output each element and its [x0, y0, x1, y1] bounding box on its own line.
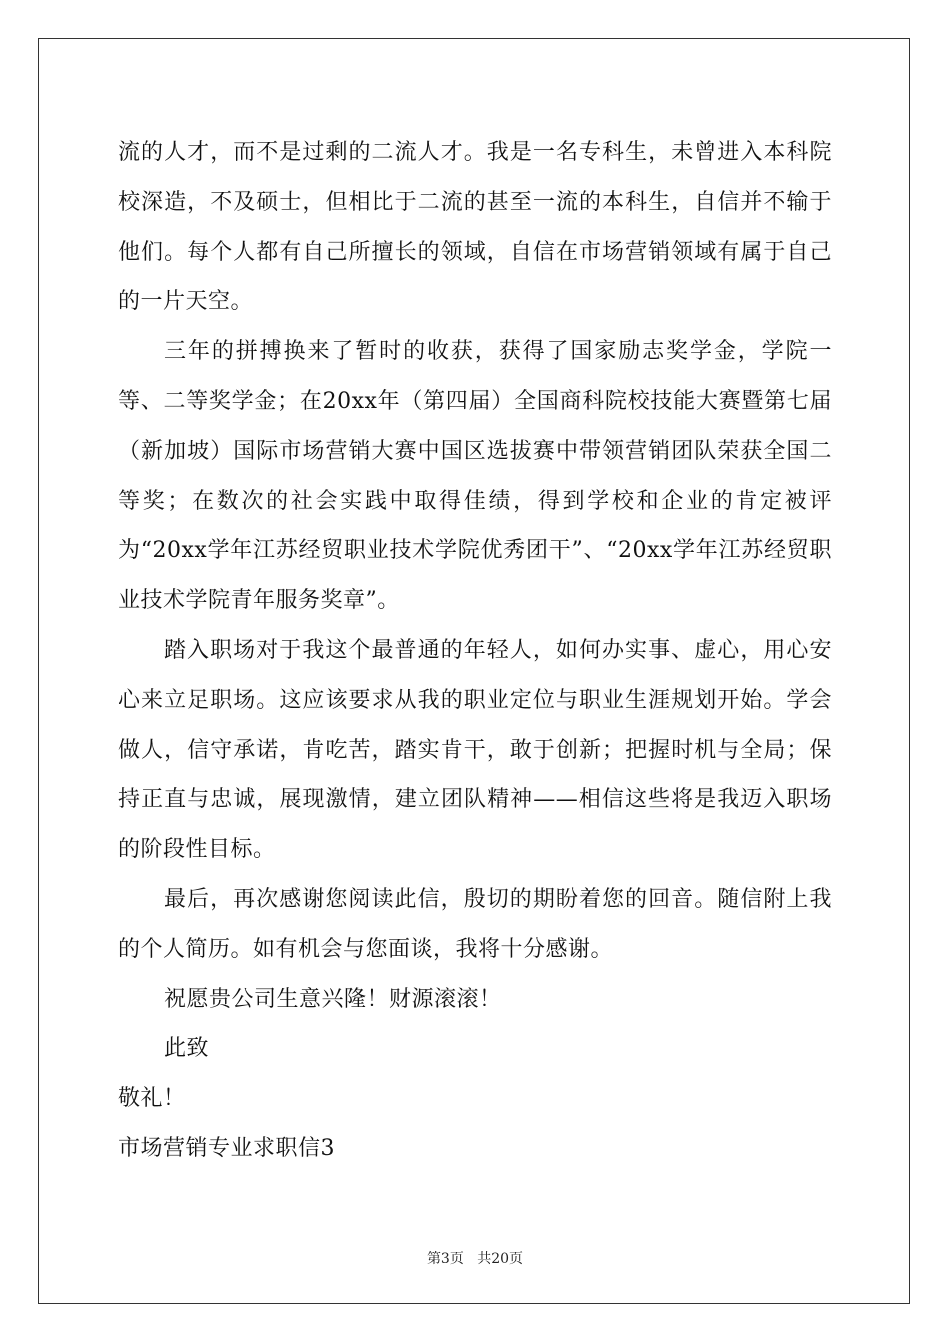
paragraph-achievements: 三年的拼搏换来了暂时的收获，获得了国家励志奖学金，学院一等、二等奖学金；在20xx年（第四届）全国商科院校技能大赛暨第七届（新加坡）国际市场营销大赛中国区选拔赛中带领营销团队荣获全国二等奖；在数次的社会实践中取得佳绩，得到学校和企业的肯定被评为“20xx学年江苏经贸职业技术学院优秀团干”、“20xx学年江苏经贸职业技术学院青年服务奖章”。: [118, 339, 832, 614]
paragraph-closing-thanks: 最后，再次感谢您阅读此信，殷切的期盼着您的回音。随信附上我的个人简历。如有机会与您面谈，我将十分感谢。: [118, 886, 832, 962]
paragraph-wishes: 祝愿贵公司生意兴隆！财源滚滚！: [164, 986, 502, 1012]
page-footer: [0, 1248, 950, 1268]
paragraph-talent-confidence: 流的人才，而不是过剩的二流人才。我是一名专科生，未曾进入本科院校深造，不及硕士，但相比于二流的甚至一流的本科生，自信并不输于他们。每个人都有自己所擅长的领域，自信在市场营销领域有属于自己的一片天空。: [118, 140, 832, 315]
page-number: 第3页: [426, 1251, 464, 1267]
salutation-cizhi: 此致: [164, 1036, 210, 1062]
page-total: 共20页: [477, 1251, 524, 1267]
document-body: [118, 128, 832, 1174]
next-section-title: 市场营销专业求职信3: [118, 1135, 335, 1161]
paragraph-career-goals: 踏入职场对于我这个最普通的年轻人，如何办实事、虚心，用心安心来立足职场。这应该要求从我的职业定位与职业生涯规划开始。学会做人，信守承诺，肯吃苦，踏实肯干，敢于创新；把握时机与全局；保持正直与忠诚，展现激情，建立团队精神——相信这些将是我迈入职场的阶段性目标。: [118, 637, 832, 863]
salutation-jingli: 敬礼！: [118, 1086, 186, 1112]
